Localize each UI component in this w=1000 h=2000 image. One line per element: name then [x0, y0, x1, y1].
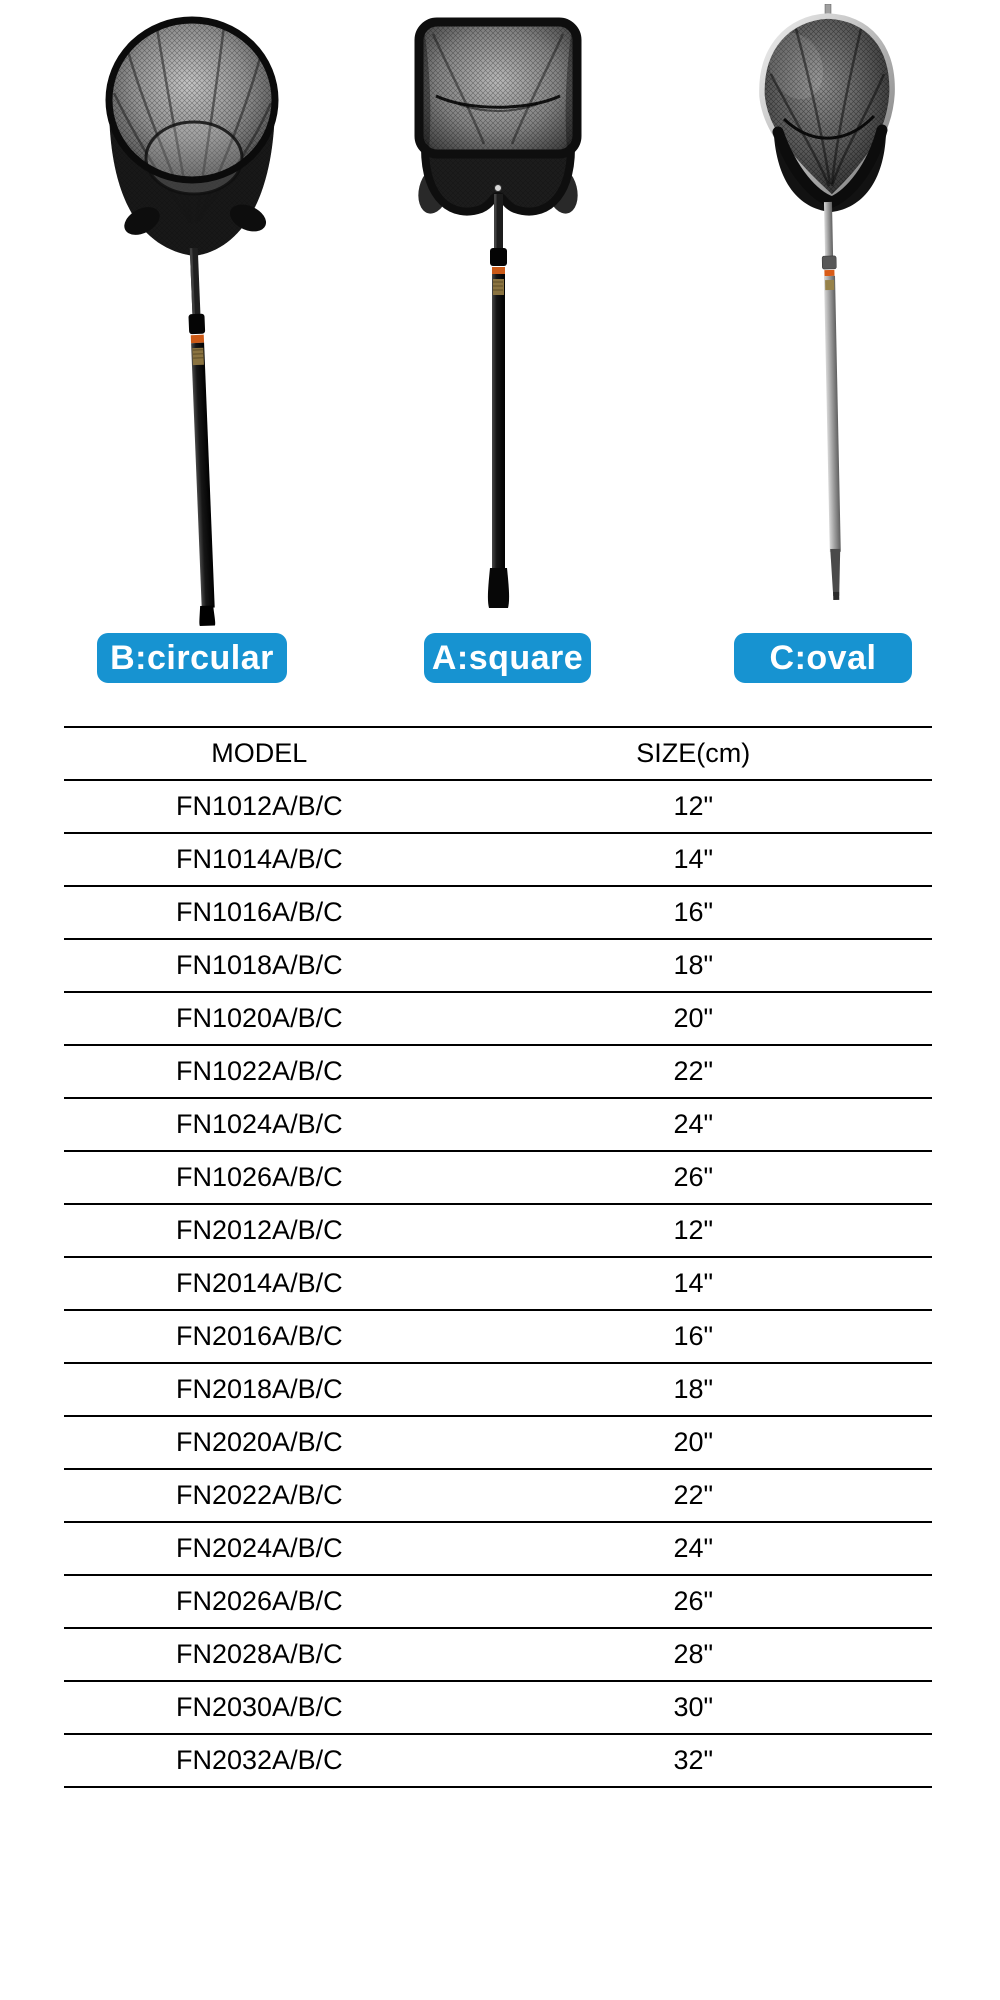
table-row: [64, 1681, 932, 1734]
product-photos: [0, 0, 1000, 710]
model-cell: FN2030A/B/C: [64, 1681, 455, 1734]
circular-net-photo: [72, 8, 312, 638]
size-cell: 30": [455, 1681, 932, 1734]
table-row: [64, 1575, 932, 1628]
model-cell: FN2026A/B/C: [64, 1575, 455, 1628]
size-cell: 20": [455, 992, 932, 1045]
model-cell: FN2020A/B/C: [64, 1416, 455, 1469]
size-cell: 24": [455, 1098, 932, 1151]
oval-net-photo: [726, 4, 930, 624]
column-header-size: SIZE(cm): [455, 727, 932, 780]
table-row: [64, 1363, 932, 1416]
table-row: [64, 1522, 932, 1575]
table-row: [64, 1257, 932, 1310]
model-cell: FN1026A/B/C: [64, 1151, 455, 1204]
size-cell: 18": [455, 1363, 932, 1416]
model-cell: FN1022A/B/C: [64, 1045, 455, 1098]
column-header-model: MODEL: [64, 727, 455, 780]
size-cell: 20": [455, 1416, 932, 1469]
model-cell: FN2012A/B/C: [64, 1204, 455, 1257]
size-cell: 14": [455, 1257, 932, 1310]
model-cell: FN2014A/B/C: [64, 1257, 455, 1310]
size-table: [64, 726, 932, 1788]
model-cell: FN1020A/B/C: [64, 992, 455, 1045]
size-cell: 18": [455, 939, 932, 992]
size-cell: 16": [455, 886, 932, 939]
size-table-body: [64, 780, 932, 1787]
size-cell: 28": [455, 1628, 932, 1681]
size-cell: 22": [455, 1469, 932, 1522]
model-cell: FN1012A/B/C: [64, 780, 455, 833]
table-row: [64, 833, 932, 886]
model-cell: FN1016A/B/C: [64, 886, 455, 939]
table-row: [64, 1734, 932, 1787]
model-cell: FN2024A/B/C: [64, 1522, 455, 1575]
table-row: [64, 780, 932, 833]
model-cell: FN2018A/B/C: [64, 1363, 455, 1416]
size-cell: 26": [455, 1151, 932, 1204]
table-row: [64, 992, 932, 1045]
table-row: [64, 1204, 932, 1257]
model-cell: FN1024A/B/C: [64, 1098, 455, 1151]
size-cell: 32": [455, 1734, 932, 1787]
model-cell: FN2028A/B/C: [64, 1628, 455, 1681]
variant-badge-oval: C:oval: [734, 633, 912, 683]
size-cell: 26": [455, 1575, 932, 1628]
header-row: [64, 727, 932, 780]
table-row: [64, 1628, 932, 1681]
model-cell: FN1018A/B/C: [64, 939, 455, 992]
table-row: [64, 1151, 932, 1204]
variant-badge-square: A:square: [424, 633, 591, 683]
model-cell: FN2022A/B/C: [64, 1469, 455, 1522]
model-cell: FN1014A/B/C: [64, 833, 455, 886]
size-cell: 14": [455, 833, 932, 886]
model-cell: FN2016A/B/C: [64, 1310, 455, 1363]
size-cell: 12": [455, 1204, 932, 1257]
table-row: [64, 1098, 932, 1151]
table-row: [64, 886, 932, 939]
size-cell: 16": [455, 1310, 932, 1363]
size-cell: 12": [455, 780, 932, 833]
size-table-header: [64, 727, 932, 780]
table-row: [64, 1045, 932, 1098]
variant-badge-circular: B:circular: [97, 633, 287, 683]
size-cell: 22": [455, 1045, 932, 1098]
model-cell: FN2032A/B/C: [64, 1734, 455, 1787]
table-row: [64, 1310, 932, 1363]
table-row: [64, 1469, 932, 1522]
table-row: [64, 1416, 932, 1469]
size-cell: 24": [455, 1522, 932, 1575]
table-row: [64, 939, 932, 992]
square-net-photo: [398, 8, 598, 638]
